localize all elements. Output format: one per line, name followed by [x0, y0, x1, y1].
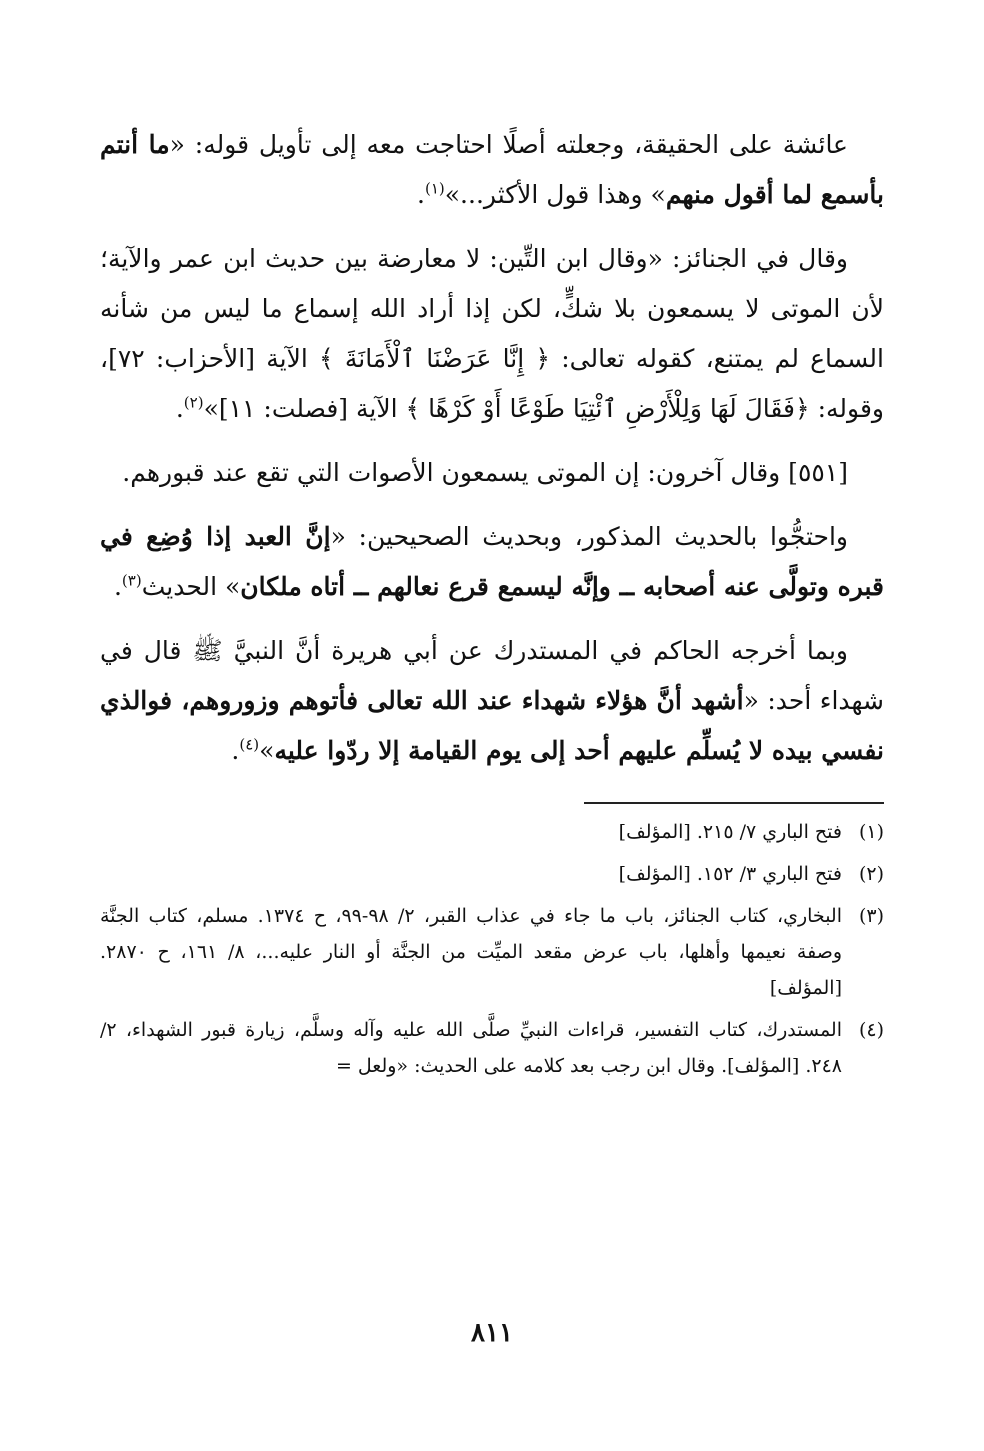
footnote-text: فتح الباري ٣/ ١٥٢. [المؤلف] [618, 863, 842, 885]
paragraph-text: » وهذا قول الأكثر...» [444, 180, 666, 209]
paragraph [100, 626, 884, 776]
footnote-ref: (٢) [183, 393, 204, 412]
footnote-ref: (١) [424, 179, 445, 198]
page-body [100, 120, 884, 1090]
paragraph-text: » [259, 736, 275, 765]
paragraph-text: وبما أخرجه الحاكم في المستدرك عن أبي هريرة أنَّ النبيَّ ﷺ قال في شهداء أحد: « [100, 636, 884, 715]
main-text [100, 120, 884, 776]
paragraph-text: . [175, 394, 184, 423]
footnote [100, 898, 884, 1006]
footnote-number: (٢) [858, 863, 884, 885]
quoted-hadith-text: ما أنتم بأسمع لما أقول منهم [100, 130, 884, 209]
page-number: ٨١١ [471, 1318, 513, 1348]
paragraph-text: [٥٥١] وقال آخرون: إن الموتى يسمعون الأصوات التي تقع عند قبورهم. [122, 458, 848, 487]
paragraph-text: عائشة على الحقيقة، وجعلته أصلًا احتاجت معه إلى تأويل قوله: « [169, 130, 848, 159]
paragraph-text: وقال في الجنائز: «وقال ابن التِّين: لا معارضة بين حديث ابن عمر والآية؛ لأن الموتى لا يسمعون بلا شكٍّ، لكن إذا أراد الله إسماع ما ليس من شأنه السماع لم يمتنع، كقوله تعالى: ﴿ إِنَّا عَرَضْنَا ٱلْأَمَانَةَ ﴾ الآية [الأحزاب: ٧٢]، وقوله: ﴿فَقَالَ لَهَا وَلِلْأَرْضِ ٱئْتِيَا طَوْعًا أَوْ كَرْهًا ﴾ الآية [فصلت: ١١]» [100, 244, 884, 423]
quoted-hadith-text: أشهد أنَّ هؤلاء شهداء عند الله تعالى فأتوهم وزوروهم، فوالذي نفسي بيده لا يُسلِّم عليهم أحد إلى يوم القيامة إلا ردّوا عليه [100, 686, 884, 765]
paragraph-text: واحتجُّوا بالحديث المذكور، وبحديث الصحيحين: « [330, 522, 848, 551]
paragraph [100, 120, 884, 220]
footnote [100, 856, 884, 892]
footnote-text: فتح الباري ٧/ ٢١٥. [المؤلف] [618, 821, 842, 843]
footnotes-list [100, 814, 884, 1084]
footnote-text: البخاري، كتاب الجنائز، باب ما جاء في عذاب القبر، ٢/ ٩٨-٩٩، ح ١٣٧٤. مسلم، كتاب الجنَّة وصفة نعيمها وأهلها، باب عرض مقعد الميِّت من الجنَّة أو النار عليه...، ٨/ ١٦١، ح ٢٨٧٠. [المؤلف] [100, 905, 843, 999]
paragraph [100, 448, 884, 498]
paragraph-text: . [113, 572, 122, 601]
footnote [100, 1012, 884, 1084]
footnote-separator [584, 802, 884, 804]
quoted-hadith-text: إنَّ العبد إذا وُضِع في قبره وتولَّى عنه أصحابه ــ وإنَّه ليسمع قرع نعالهم ــ أتاه ملكان [100, 522, 884, 601]
footnote-number: (٤) [858, 1019, 884, 1041]
footnote-ref: (٣) [121, 571, 142, 590]
paragraph [100, 512, 884, 612]
footnote-number: (١) [858, 821, 884, 843]
footnote-number: (٣) [858, 905, 884, 927]
paragraph-text: . [417, 180, 425, 209]
paragraph-text: . [231, 736, 240, 765]
paragraph-text: » الحديث [141, 572, 241, 601]
footnote [100, 814, 884, 850]
paragraph [100, 234, 884, 434]
footnote-text: المستدرك، كتاب التفسير، قراءات النبيِّ صلَّى الله عليه وآله وسلَّم، زيارة قبور الشهداء، ٢/ ٢٤٨. [المؤلف]. وقال ابن رجب بعد كلامه على الحديث: «ولعل = [100, 1019, 842, 1077]
footnote-ref: (٤) [239, 735, 260, 754]
